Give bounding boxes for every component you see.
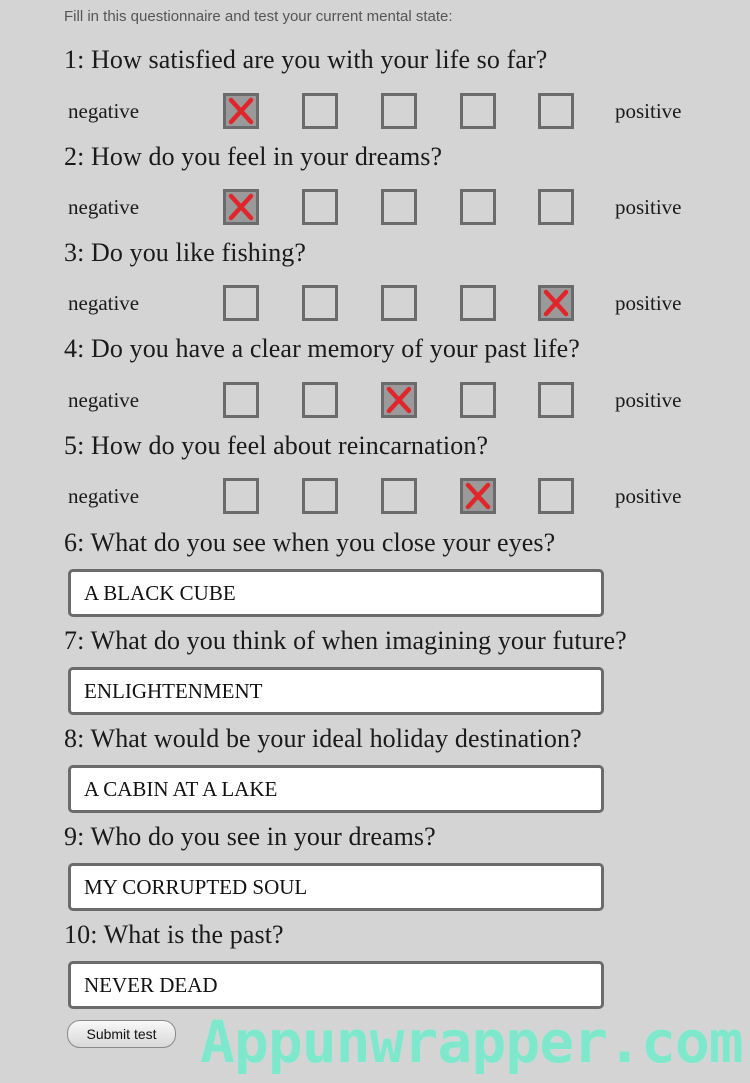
checkbox-q5-2[interactable] (302, 478, 338, 514)
checkbox-q1-5[interactable] (538, 93, 574, 129)
question-4: 4: Do you have a clear memory of your past life? (64, 334, 580, 363)
checkbox-q4-4[interactable] (460, 382, 496, 418)
checkbox-q2-2[interactable] (302, 189, 338, 225)
answer-field-10[interactable]: NEVER DEAD (68, 961, 604, 1009)
checkbox-q3-1[interactable] (223, 285, 259, 321)
checkbox-q5-4[interactable] (460, 478, 496, 514)
positive-label: positive (615, 388, 682, 412)
checkbox-q5-1[interactable] (223, 478, 259, 514)
submit-test-button[interactable]: Submit test (67, 1020, 176, 1048)
checkbox-q3-3[interactable] (381, 285, 417, 321)
x-check-icon (226, 192, 256, 222)
negative-label: negative (68, 484, 140, 508)
answer-field-7[interactable]: ENLIGHTENMENT (68, 667, 604, 715)
rating-row-5 (0, 478, 750, 518)
rating-row-3 (0, 285, 750, 325)
checkbox-q3-5[interactable] (538, 285, 574, 321)
x-check-icon (226, 96, 256, 126)
answer-field-8[interactable]: A CABIN AT A LAKE (68, 765, 604, 813)
question-8: 8: What would be your ideal holiday destination? (64, 724, 582, 753)
watermark-logo: Appunwrapper.com (200, 1008, 743, 1076)
checkbox-q1-3[interactable] (381, 93, 417, 129)
x-check-icon (541, 288, 571, 318)
rating-row-4 (0, 382, 750, 422)
checkbox-q4-3[interactable] (381, 382, 417, 418)
question-6: 6: What do you see when you close your eyes? (64, 528, 556, 557)
rating-row-1 (0, 93, 750, 133)
x-check-icon (384, 385, 414, 415)
checkbox-q2-3[interactable] (381, 189, 417, 225)
checkbox-q4-5[interactable] (538, 382, 574, 418)
question-10: 10: What is the past? (64, 920, 284, 949)
question-7: 7: What do you think of when imagining your future? (64, 626, 627, 655)
question-2: 2: How do you feel in your dreams? (64, 142, 443, 171)
rating-row-2 (0, 189, 750, 229)
checkbox-q4-1[interactable] (223, 382, 259, 418)
negative-label: negative (68, 388, 140, 412)
checkbox-q1-4[interactable] (460, 93, 496, 129)
answer-field-9[interactable]: MY CORRUPTED SOUL (68, 863, 604, 911)
checkbox-q5-3[interactable] (381, 478, 417, 514)
question-1: 1: How satisfied are you with your life so far? (64, 45, 548, 74)
checkbox-q3-2[interactable] (302, 285, 338, 321)
answer-field-6[interactable]: A BLACK CUBE (68, 569, 604, 617)
question-3: 3: Do you like fishing? (64, 238, 307, 267)
positive-label: positive (615, 291, 682, 315)
checkbox-q3-4[interactable] (460, 285, 496, 321)
question-5: 5: How do you feel about reincarnation? (64, 431, 489, 460)
x-check-icon (463, 481, 493, 511)
checkbox-q2-1[interactable] (223, 189, 259, 225)
negative-label: negative (68, 291, 140, 315)
positive-label: positive (615, 484, 682, 508)
negative-label: negative (68, 99, 140, 123)
checkbox-q2-5[interactable] (538, 189, 574, 225)
checkbox-q1-2[interactable] (302, 93, 338, 129)
positive-label: positive (615, 99, 682, 123)
checkbox-q5-5[interactable] (538, 478, 574, 514)
checkbox-q1-1[interactable] (223, 93, 259, 129)
question-9: 9: Who do you see in your dreams? (64, 822, 436, 851)
checkbox-q4-2[interactable] (302, 382, 338, 418)
intro-text: Fill in this questionnaire and test your current mental state: (64, 8, 453, 25)
positive-label: positive (615, 195, 682, 219)
checkbox-q2-4[interactable] (460, 189, 496, 225)
negative-label: negative (68, 195, 140, 219)
